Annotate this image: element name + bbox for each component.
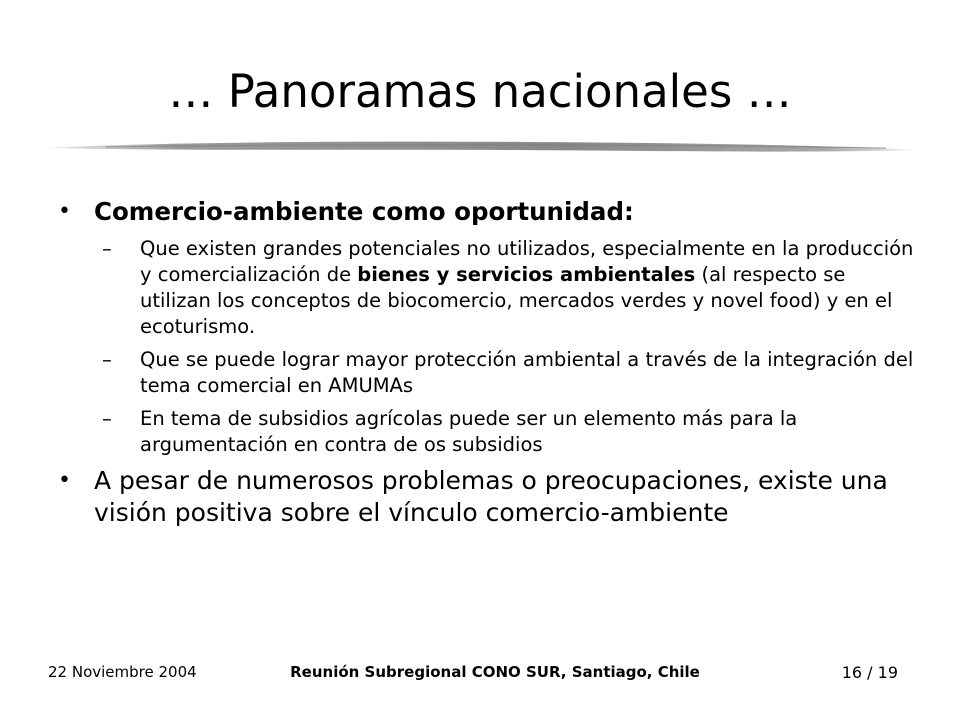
bullet-2 xyxy=(56,465,916,529)
subitem-3 xyxy=(56,406,916,458)
bullet-1-heading-row xyxy=(56,196,916,228)
subitem-1-text-a: Que existen grandes potenciales no utilizados, especialmente en la producción y comercialización de xyxy=(140,237,914,286)
bullet-dot-icon: • xyxy=(58,199,71,224)
dash-icon: – xyxy=(102,407,112,430)
subitem-1-text-b: (al respecto se utilizan los conceptos de biocomercio, mercados verdes y novel food) y en el ecoturismo. xyxy=(140,263,893,338)
bullet-1-subitems xyxy=(56,236,916,458)
dash-icon: – xyxy=(102,237,112,260)
footer-page-number: 16 / 19 xyxy=(841,663,898,682)
bullet-2-row xyxy=(56,465,916,529)
subitem-2 xyxy=(56,347,916,399)
dash-icon: – xyxy=(102,348,112,371)
bullet-dot-icon: • xyxy=(58,468,71,493)
slide-body xyxy=(56,196,916,529)
subitem-1 xyxy=(56,236,916,340)
title-underline xyxy=(46,136,914,160)
subitem-2-text: Que se puede lograr mayor protección ambiental a través de la integración del tema comercial en AMUMAs xyxy=(140,348,914,397)
bullet-2-text: A pesar de numerosos problemas o preocupaciones, existe una visión positiva sobre el vínculo comercio-ambiente xyxy=(94,466,888,527)
subitem-1-bold: bienes y servicios ambientales xyxy=(357,263,696,286)
subitem-3-text: En tema de subsidios agrícolas puede ser un elemento más para la argumentación en contra de os subsidios xyxy=(140,407,798,456)
slide-title: … Panoramas nacionales … xyxy=(168,65,792,118)
footer-event: Reunión Subregional CONO SUR, Santiago, Chile xyxy=(290,663,700,681)
bullet-1-heading: Comercio-ambiente como oportunidad: xyxy=(94,197,634,226)
bullet-1 xyxy=(56,196,916,458)
footer-date: 22 Noviembre 2004 xyxy=(48,663,197,681)
